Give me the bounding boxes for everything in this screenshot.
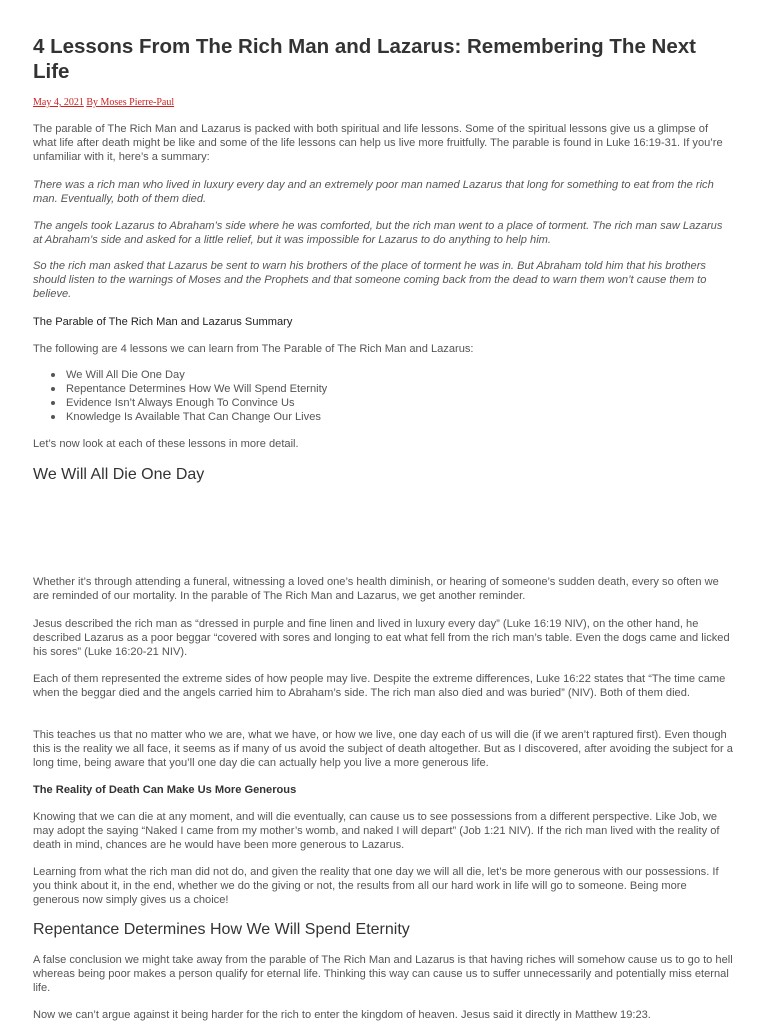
lessons-list: [33, 368, 327, 424]
lessons-intro: The following are 4 lessons we can learn from The Parable of The Rich Man and Lazarus:: [33, 343, 474, 355]
list-item: Knowledge Is Available That Can Change Our Lives: [33, 410, 327, 424]
section1-paragraph-2: Jesus described the rich man as “dressed in purple and fine linen and lived in luxury every day” (Luke 16:19 NIV), on the other hand, he described Lazarus as a poor beggar “covered with sores and longing to eat what fell from the rich man’s table. Even the dogs came and licked his sores” (Luke 16:20-21 NIV).: [33, 618, 730, 658]
section1-paragraph-1: Whether it’s through attending a funeral, witnessing a loved one’s health diminish, or hearing of someone’s sudden death, every so often we are reminded of our mortality. In the parable of The Rich Man and Lazarus, we get another reminder.: [33, 576, 719, 602]
subheading-generous: The Reality of Death Can Make Us More Generous: [33, 784, 297, 796]
author-link[interactable]: By Moses Pierre-Paul: [86, 97, 175, 108]
list-item: Repentance Determines How We Will Spend Eternity: [33, 382, 327, 396]
section1-paragraph-3: Each of them represented the extreme sides of how people may live. Despite the extreme differences, Luke 16:22 states that “The time came when the beggar died and the angels carried him to Abraham’s side. The rich man also died and was buried” (NIV). Both of them died.: [33, 673, 726, 699]
article-title: 4 Lessons From The Rich Man and Lazarus: Remembering The Next Life: [33, 35, 696, 83]
section2-paragraph-2: Now we can’t argue against it being harder for the rich to enter the kingdom of heaven. Jesus said it directly in Matthew 19:23.: [33, 1009, 651, 1021]
sub-paragraph-2: Learning from what the rich man did not do, and given the reality that one day we will all die, let’s be more generous with our possessions. If you think about it, in the end, whether we do the giving or not, the results from all our hard work in life will go to someone. Being more generous now simply gives us a choice!: [33, 866, 719, 906]
detail-intro: Let’s now look at each of these lessons in more detail.: [33, 438, 299, 450]
summary-paragraph-1: There was a rich man who lived in luxury every day and an extremely poor man named Lazarus that long for something to eat from the rich man. Eventually, both of them died.: [33, 179, 714, 205]
section-heading-repentance: Repentance Determines How We Will Spend Eternity: [33, 921, 410, 938]
section-heading-die: We Will All Die One Day: [33, 466, 205, 483]
post-date-link[interactable]: May 4, 2021: [33, 97, 84, 108]
section1-paragraph-4: This teaches us that no matter who we are, what we have, or how we live, one day each of us will die (if we aren’t raptured first). Even though this is the reality we all face, it seems as if many of us avoid the subject of death altogether. But as I discovered, after avoiding the subject for a long time, being aware that you’ll one day die can actually help you live a more generous life.: [33, 729, 733, 769]
intro-paragraph: The parable of The Rich Man and Lazarus is packed with both spiritual and life lessons. Some of the spiritual lessons give us a glimpse of what life after death might be like and some of the life lessons can help us live more fruitfully. The parable is found in Luke 16:19-31. If you’re unfamiliar with it, here’s a summary:: [33, 123, 723, 163]
post-meta: [33, 97, 174, 108]
section2-paragraph-1: A false conclusion we might take away from the parable of The Rich Man and Lazarus is that having riches will somehow cause us to go to hell whereas being poor makes a person qualify for eternal life. Thinking this way can cause us to suffer unnecessarily and potentially miss eternal life.: [33, 954, 733, 994]
list-item: We Will All Die One Day: [33, 368, 327, 382]
summary-heading: The Parable of The Rich Man and Lazarus Summary: [33, 316, 293, 328]
list-item: Evidence Isn’t Always Enough To Convince Us: [33, 396, 327, 410]
summary-paragraph-3: So the rich man asked that Lazarus be sent to warn his brothers of the place of torment he was in. But Abraham told him that his brothers should listen to the warnings of Moses and the Prophets and that someone coming back from the dead to warn them won’t cause them to believe.: [33, 260, 707, 300]
summary-paragraph-2: The angels took Lazarus to Abraham’s side where he was comforted, but the rich man went to a place of torment. The rich man saw Lazarus at Abraham’s side and asked for a little relief, but it was impossible for Lazarus to do anything to help him.: [33, 220, 723, 246]
sub-paragraph-1: Knowing that we can die at any moment, and will die eventually, can cause us to see possessions from a different perspective. Like Job, we may adopt the saying “Naked I came from my mother’s womb, and naked I will depart” (Job 1:21 NIV). If the rich man lived with the reality of death in mind, chances are he would have been more generous to Lazarus.: [33, 811, 720, 851]
